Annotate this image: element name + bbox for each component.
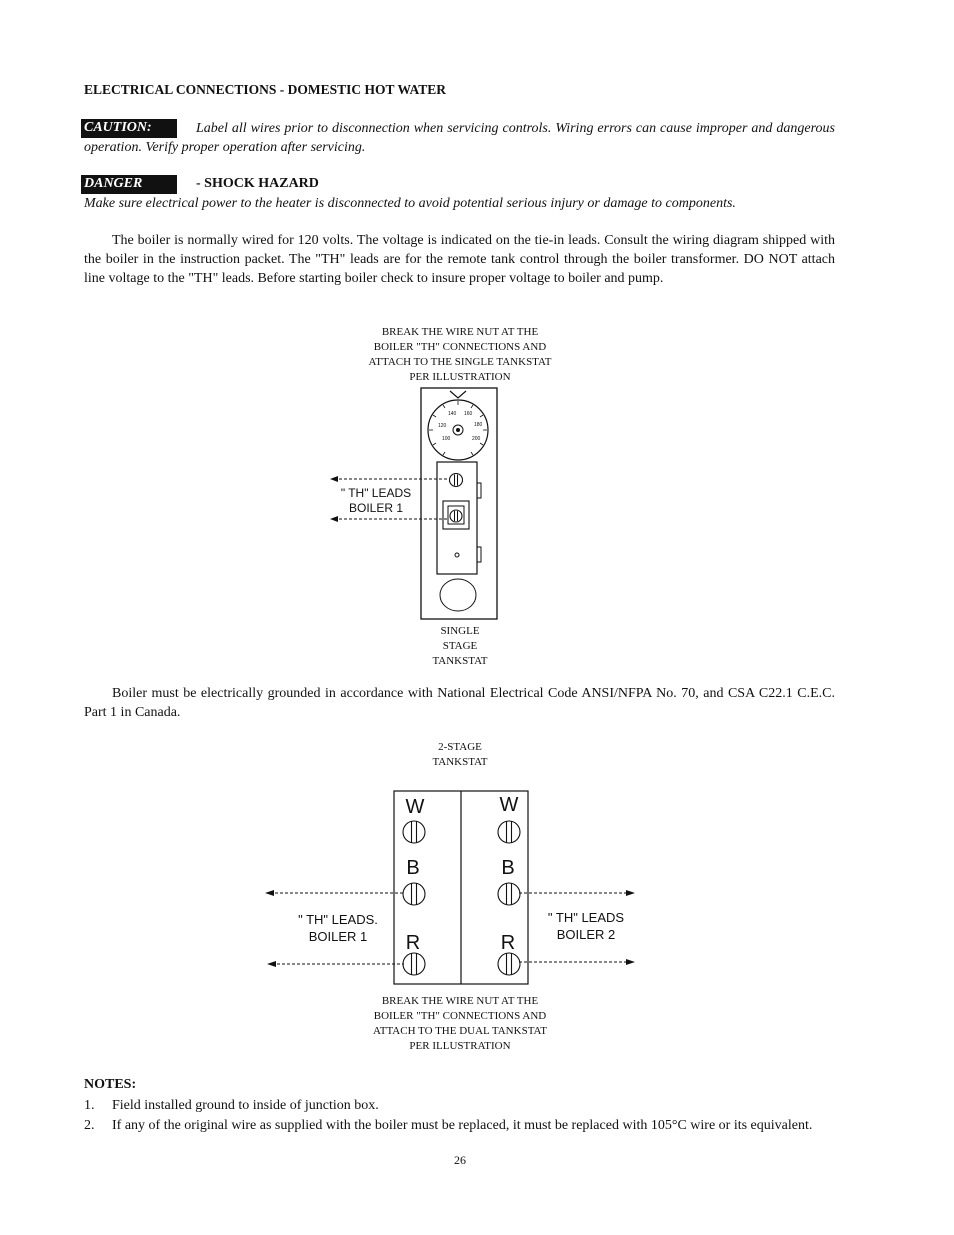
terminal-screw-icon <box>403 883 425 905</box>
dial-mark: 100 <box>442 436 451 442</box>
notes-list <box>84 1096 835 1136</box>
caution-text: Label all wires prior to disconnection when servicing controls. Wiring errors can cause improper and dangerous operation. Verify proper operation after servicing. <box>84 121 835 155</box>
dial-pointer-icon <box>450 391 466 398</box>
dial-mark: 160 <box>464 411 473 417</box>
arrow-left-icon <box>330 476 338 482</box>
caption-line: STAGE <box>442 640 478 652</box>
knockout-circle <box>440 579 476 611</box>
terminal-screw-icon <box>450 474 463 487</box>
figure1-caption-top <box>340 325 580 385</box>
terminal-label-w: W <box>499 794 519 816</box>
arrow-left-icon <box>267 961 276 967</box>
two-stage-tankstat-diagram <box>260 786 640 990</box>
wiring-paragraph: The boiler is normally wired for 120 volts. The voltage is indicated on the tie-in leads. Consult the wiring diagram shipped with the boiler in the instruction packet. The "TH" leads are for the remote tank control through the boiler transformer. DO NOT attach line voltage to the "TH" leads. Before starting boiler check to insure proper voltage to boiler and pump. <box>84 233 835 286</box>
caption-line: ATTACH TO THE SINGLE TANKSTAT <box>368 356 552 368</box>
side-tab <box>477 483 481 498</box>
th-leads-label: " TH" LEADS <box>340 486 412 500</box>
caption-line: PER ILLUSTRATION <box>409 371 511 383</box>
note-text: If any of the original wire as supplied with the boiler must be replaced, it must be replaced with 105°C wire or its equivalent. <box>112 1118 813 1133</box>
note-item <box>84 1116 835 1136</box>
terminal-screw-icon <box>498 953 520 975</box>
figure2-caption-top <box>400 740 520 770</box>
terminal-screw-icon <box>403 821 425 843</box>
caption-line: PER ILLUSTRATION <box>409 1040 511 1052</box>
arrow-left-icon <box>330 516 338 522</box>
terminal-label-b: B <box>501 857 515 879</box>
boiler1-label: BOILER 1 <box>308 929 368 944</box>
caption-line: BOILER "TH" CONNECTIONS AND <box>373 341 547 353</box>
dial-mark: 180 <box>474 422 483 428</box>
dial-mark: 120 <box>438 423 447 429</box>
terminal-screw-icon <box>498 883 520 905</box>
th-leads-label-right: " TH" LEADS <box>547 910 625 925</box>
arrow-left-icon <box>265 890 274 896</box>
side-tab <box>477 547 481 562</box>
danger-text: Make sure electrical power to the heater is disconnected to avoid potential serious injury or damage to components. <box>84 196 736 211</box>
caption-line: TANKSTAT <box>432 655 488 667</box>
dial-center-dot <box>456 428 460 432</box>
terminal-block <box>443 501 469 529</box>
dial-mark: 140 <box>448 411 457 417</box>
tankstat-housing <box>421 388 497 619</box>
caution-label: CAUTION: <box>81 119 177 138</box>
notes-title: NOTES: <box>84 1077 137 1092</box>
caption-line: BREAK THE WIRE NUT AT THE <box>381 326 539 338</box>
caption-line: BOILER "TH" CONNECTIONS AND <box>373 1010 547 1022</box>
page-number: 26 <box>454 1153 466 1167</box>
terminal-screw-icon <box>450 510 462 522</box>
section-heading: ELECTRICAL CONNECTIONS - DOMESTIC HOT WATER <box>84 82 446 97</box>
danger-title: - SHOCK HAZARD <box>196 176 319 191</box>
caption-line: 2-STAGE <box>438 741 482 753</box>
terminal-screw-icon <box>403 953 425 975</box>
terminal-label-w: W <box>405 796 425 818</box>
terminal-label-r: R <box>405 932 421 954</box>
single-stage-tankstat-diagram <box>320 384 520 626</box>
note-number: 1. <box>84 1098 95 1113</box>
danger-label: DANGER <box>81 175 177 194</box>
note-item <box>84 1096 835 1116</box>
arrow-right-icon <box>626 959 635 965</box>
dial-mark: 200 <box>472 436 481 442</box>
grounding-paragraph: Boiler must be electrically grounded in accordance with National Electrical Code ANSI/NFPA No. 70, and CSA C22.1 C.E.C. Part 1 in Canada. <box>84 686 835 720</box>
caption-line: BREAK THE WIRE NUT AT THE <box>381 995 539 1007</box>
boiler2-label: BOILER 2 <box>556 927 616 942</box>
figure2-caption-bottom <box>340 994 580 1054</box>
indicator-dot <box>455 553 459 557</box>
caption-line: TANKSTAT <box>432 756 488 768</box>
dial-labels <box>438 411 483 442</box>
note-number: 2. <box>84 1118 95 1133</box>
th-leads-label-left: " TH" LEADS. <box>298 912 378 927</box>
terminal-screw-icon <box>498 821 520 843</box>
arrow-right-icon <box>626 890 635 896</box>
caption-line: SINGLE <box>440 625 480 637</box>
figure1-caption-bottom <box>400 624 520 669</box>
caption-line: ATTACH TO THE DUAL TANKSTAT <box>373 1025 547 1037</box>
note-text: Field installed ground to inside of junction box. <box>112 1098 379 1113</box>
terminal-label-b: B <box>406 857 420 879</box>
terminal-label-r: R <box>500 932 516 954</box>
boiler1-label: BOILER 1 <box>348 501 404 515</box>
